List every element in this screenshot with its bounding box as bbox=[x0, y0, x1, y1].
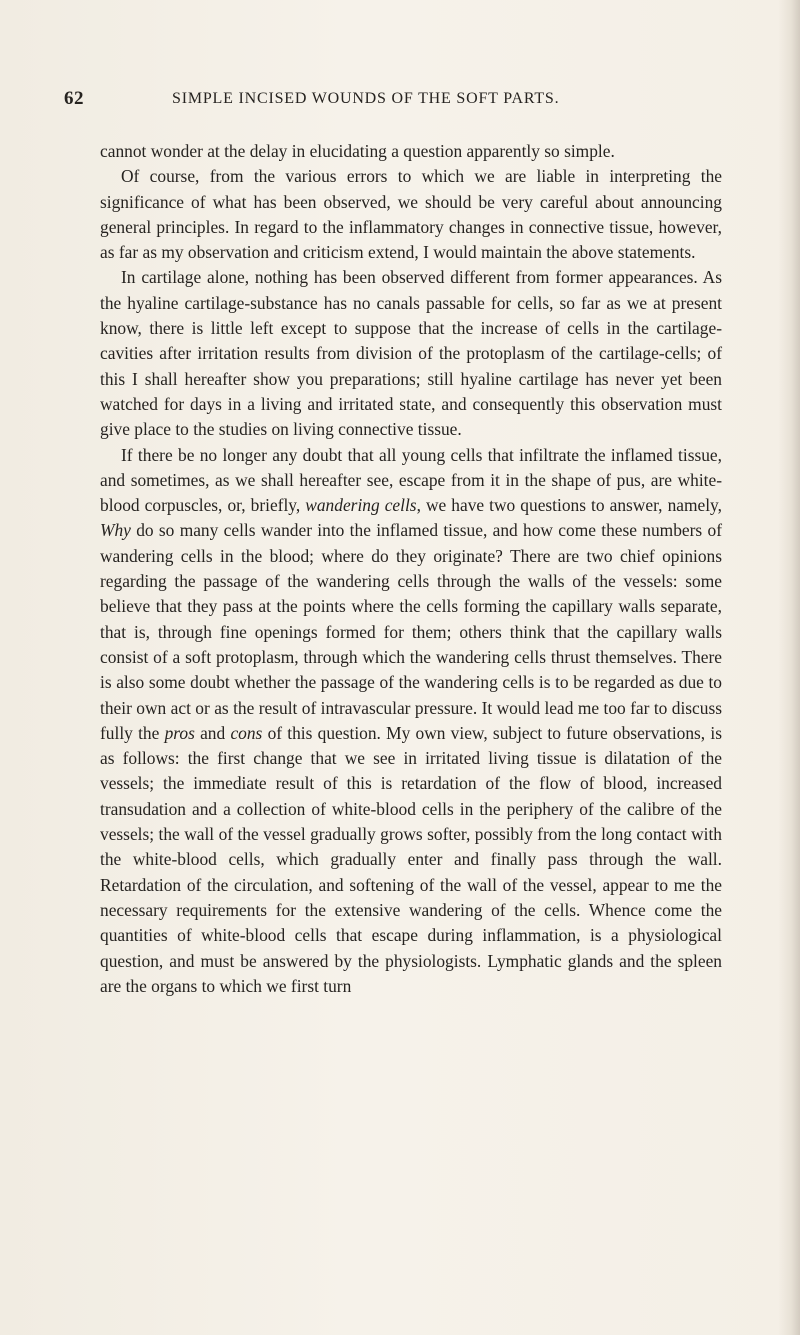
paragraph-wandering-cells bbox=[100, 443, 722, 1000]
italic-term-wandering-cells: wandering cells bbox=[305, 495, 417, 516]
paragraph-cartilage: In cartilage alone, nothing has been observed different from former appearances. As the hyaline cartilage-substance has no canals passable for cells, so far as we at present know, there is little left except to suppose that the increase of cells in the cartilage-cavities after irritation results from division of the protoplasm of the cartilage-cells; of this I shall hereafter show you preparations; still hyaline cartilage has never yet been watched for days in a living and irritated state, and consequently this observation must give place to the studies on living connective tissue. bbox=[100, 267, 722, 440]
running-head: SIMPLE INCISED WOUNDS OF THE SOFT PARTS. bbox=[172, 90, 560, 107]
text-run: If there be no longer any doubt that all young cells that infiltrate the inflamed tissue, and sometimes, as we shall hereafter see, escape from it in the shape of pus, are white-blood corpuscles, or, briefly, bbox=[100, 444, 722, 516]
text-run: of this question. My own view, subject to future observations, is as follows: the first change that we see in irritated living tissue is dilatation of the vessels; the immediate result of this is retardation of the flow of blood, increased transudation and a collection of white-blood cells in the periphery of the calibre of the vessels; the wall of the vessel gradually grows softer, possibly from the long contact with the white-blood cells, which gradually enter and finally pass through the wall. Retardation of the circulation, and softening of the wall of the vessel, appear to me the necessary requirements for the extensive wandering of the cells. Whence come the quantities of white-blood cells that escape during inflammation, is a physiological question, and must be answered by the physiologists. Lymphatic glands and the spleen are the organs to which we first turn bbox=[100, 722, 722, 996]
italic-term-cons: cons bbox=[230, 722, 263, 743]
body-text bbox=[100, 139, 722, 999]
paragraph-continued: cannot wonder at the delay in elucidating a question apparently so simple. bbox=[100, 141, 615, 161]
text-run: and bbox=[200, 722, 226, 743]
page-header bbox=[0, 88, 800, 118]
italic-term-why: Why bbox=[100, 520, 131, 541]
italic-term-pros: pros bbox=[164, 722, 195, 743]
text-run: do so many cells wander into the inflamed tissue, and how come these numbers of wandering cells in the blood; where do they originate? There are two chief opinions regarding the passage of the wandering cells through the walls of the vessels: some believe that they pass at the points where the cells forming the capillary walls separate, that is, through fine openings formed for them; others think that the capillary walls consist of a soft protoplasm, through which the wandering cells thrust themselves. There is also some doubt whether the passage of the wandering cells is to be regarded as due to their own act or as the result of intravascular pressure. It would lead me too far to discuss fully the bbox=[100, 520, 722, 743]
text-run: , we have two questions to answer, namely, bbox=[416, 495, 722, 516]
page-edge-shadow bbox=[778, 0, 800, 1335]
page-number: 62 bbox=[64, 88, 84, 109]
paragraph-principles: Of course, from the various errors to which we are liable in interpreting the significance of what has been observed, we should be very careful about announcing general principles. In regard to the inflammatory changes in connective tissue, however, as far as my observation and criticism extend, I would maintain the above statements. bbox=[100, 166, 722, 263]
